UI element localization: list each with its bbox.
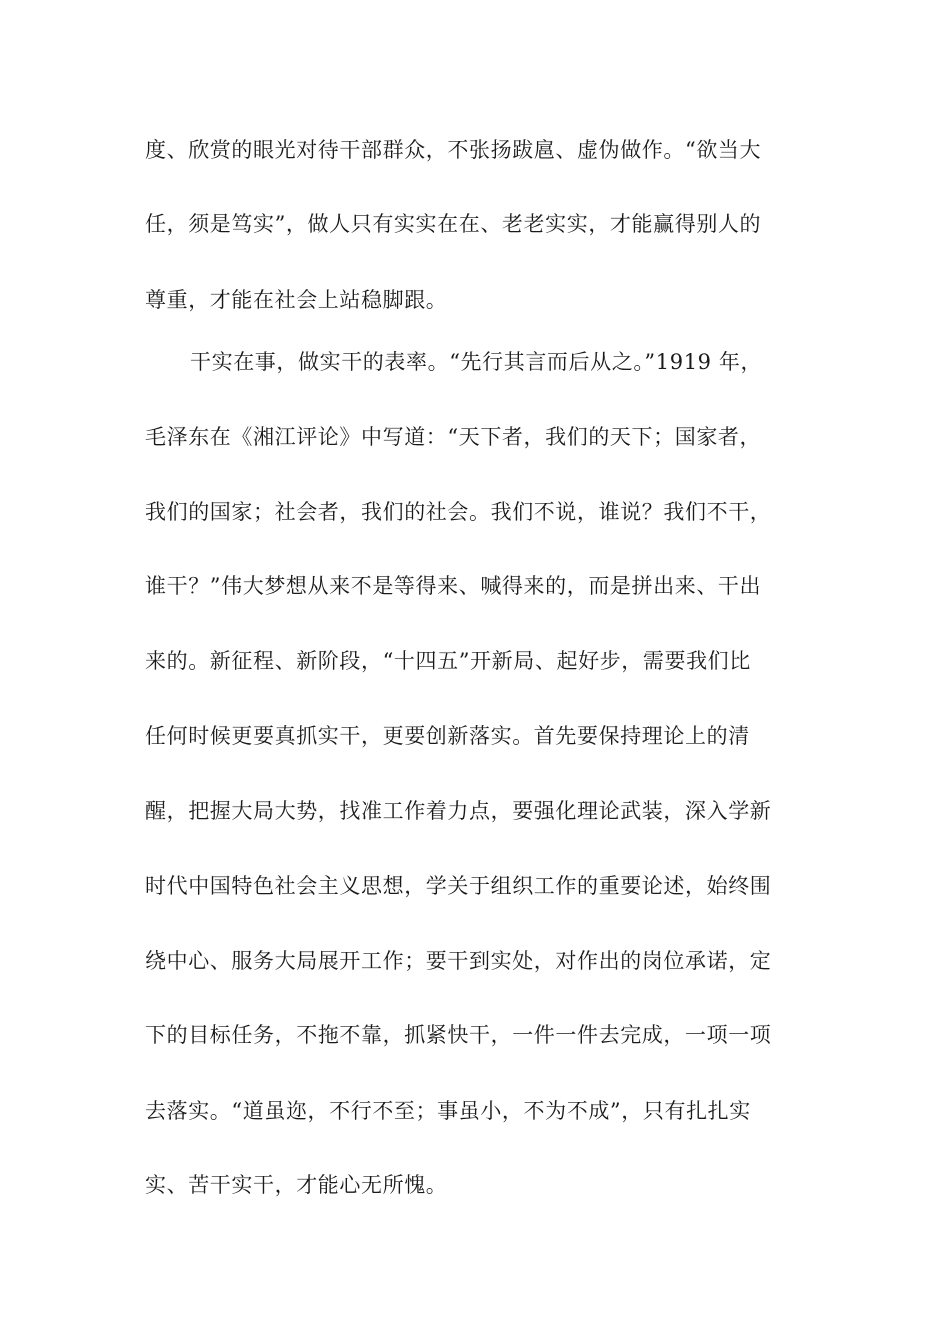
paragraph-2-line-4: 谁干？”伟大梦想从来不是等得来、喊得来的，而是拼出来、干出: [145, 574, 762, 598]
paragraph-2-line-6: 任何时候更要真抓实干，更要创新落实。首先要保持理论上的清: [145, 724, 750, 748]
paragraph-2-line-1: 干实在事，做实干的表率。“先行其言而后从之。”1919 年，: [190, 350, 763, 374]
paragraph-2-line-2: 毛泽东在《湘江评论》中写道：“天下者，我们的天下；国家者，: [145, 425, 762, 449]
paragraph-2-line-3: 我们的国家；社会者，我们的社会。我们不说，谁说？我们不干，: [145, 500, 772, 524]
paragraph-2-line-8: 时代中国特色社会主义思想，学关于组织工作的重要论述，始终围: [145, 874, 772, 898]
paragraph-2-line-12: 实、苦干实干，才能心无所愧。: [145, 1173, 448, 1197]
paragraph-2-line-9: 绕中心、服务大局展开工作；要干到实处，对作出的岗位承诺，定: [145, 949, 772, 973]
paragraph-1-line-2: 任，须是笃实”，做人只有实实在在、老老实实，才能赢得别人的: [145, 212, 762, 236]
paragraph-2-line-5: 来的。新征程、新阶段，“十四五”开新局、起好步，需要我们比: [145, 649, 751, 673]
paragraph-2-line-11: 去落实。“道虽迩，不行不至；事虽小，不为不成”，只有扎扎实: [145, 1099, 751, 1123]
paragraph-1-line-3: 尊重，才能在社会上站稳脚跟。: [145, 288, 448, 312]
paragraph-2-line-7: 醒，把握大局大势，找准工作着力点，要强化理论武装，深入学新: [145, 799, 772, 823]
paragraph-2-line-10: 下的目标任务，不拖不靠，抓紧快干，一件一件去完成，一项一项: [145, 1023, 772, 1047]
paragraph-1-line-1: 度、欣赏的眼光对待干部群众，不张扬跋扈、虚伪做作。“欲当大: [145, 138, 762, 162]
